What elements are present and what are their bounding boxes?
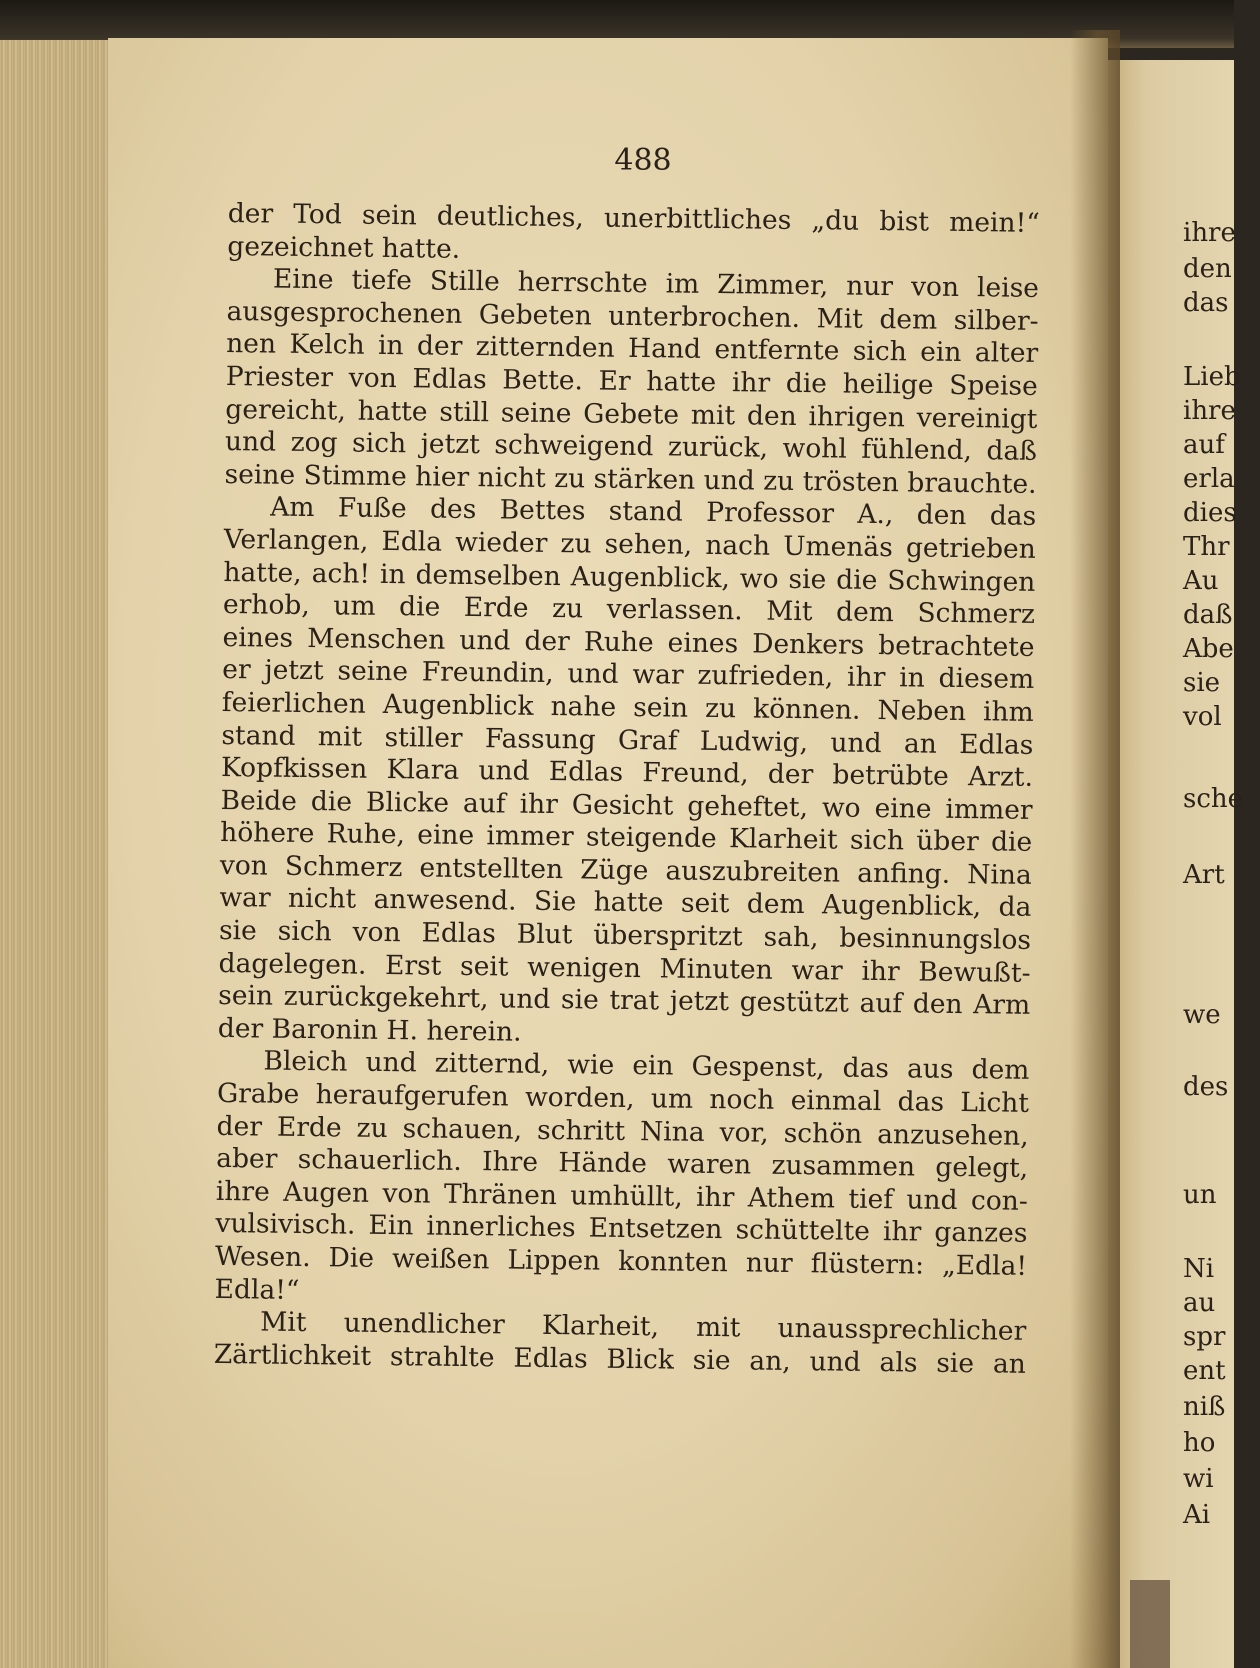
facing-fragment: daß [1183, 600, 1233, 630]
facing-fragment: we [1183, 1000, 1221, 1030]
text-line: dagelegen. Erst seit wenigen Minuten war ihr Bewußt- [218, 947, 1031, 989]
facing-fragment: Abe [1183, 634, 1234, 664]
text-line: ausgesprochenen Gebeten unterbrochen. Mit dem silber- [226, 295, 1039, 337]
facing-fragment: ent [1183, 1356, 1226, 1386]
facing-fragment: au [1183, 1288, 1216, 1318]
text-line: gezeichnet hatte. [227, 230, 461, 265]
text-line: Kopfkissen Klara und Edlas Freund, der betrübte Arzt. [220, 752, 1034, 793]
text-line: sein zurückgekehrt, und sie trat jetzt gestützt auf den Arm [218, 980, 1031, 1022]
text-line: seine Stimme hier nicht zu stärken und zu trösten brauchte. [224, 458, 1037, 500]
text-line: aber schauerlich. Ihre Hände waren zusammen gelegt, [216, 1143, 1029, 1185]
facing-fragment: Lieb [1183, 362, 1241, 392]
facing-fragment: sie [1183, 668, 1221, 698]
text-line: Eine tiefe Stille herrschte im Zimmer, nur von leise [272, 263, 1040, 305]
text-line: er jetzt seine Freundin, und war zufrieden, ihr in diesem [222, 654, 1035, 696]
facing-fragment: Thr [1183, 532, 1230, 562]
text-line: sie sich von Edlas Blut überspritzt sah, besinnungslos [218, 915, 1032, 956]
text-line: von Schmerz entstellten Züge auszubreiten anfing. Nina [219, 849, 1032, 891]
facing-fragment: un [1183, 1180, 1217, 1210]
facing-fragment: spr [1183, 1322, 1226, 1352]
text-line: hatte, ach! in demselben Augenblick, wo sie die Schwingen [223, 556, 1036, 598]
facing-fragment: vol [1183, 702, 1222, 732]
text-line: Bleich und zitternd, wie ein Gespenst, das aus dem [263, 1045, 1030, 1087]
text-line: Am Fuße des Bettes stand Professor A., den das [270, 491, 1037, 533]
facing-fragment: Ni [1183, 1254, 1215, 1284]
text-line: erhob, um die Erde zu verlassen. Mit dem Schmerz [222, 589, 1036, 631]
facing-fragment: erla [1183, 464, 1235, 494]
text-line: ihre Augen von Thränen umhüllt, ihr Athem tief und con- [215, 1175, 1028, 1217]
text-line: stand mit stiller Fassung Graf Ludwig, und an Edlas [221, 719, 1034, 761]
text-line: vulsivisch. Ein innerliches Entsetzen schüttelte ihr ganzes [215, 1208, 1028, 1250]
facing-fragment: wi [1183, 1464, 1214, 1494]
text-line: Beide die Blicke auf ihr Gesicht geheftet, wo eine immer [220, 784, 1033, 826]
bookmark-ribbon [1130, 1580, 1170, 1668]
facing-fragment: den [1183, 254, 1232, 284]
text-line: der Baronin H. herein. [217, 1012, 522, 1048]
page-text [214, 198, 1040, 1381]
facing-fragment: Ai [1183, 1500, 1211, 1530]
text-line: Grabe heraufgerufen worden, um noch einmal das Licht [216, 1077, 1030, 1119]
page-number: 488 [614, 143, 672, 178]
text-line: der Erde zu schauen, schritt Nina vor, schön anzusehen, [216, 1110, 1029, 1152]
page-edge-stack [0, 40, 114, 1668]
facing-fragment: das [1183, 288, 1229, 318]
text-line: Edla!“ [214, 1273, 300, 1306]
facing-fragment: ihre [1183, 218, 1236, 248]
facing-fragment: ho [1183, 1428, 1216, 1458]
facing-fragment: ihre [1183, 396, 1236, 426]
text-line: Verlangen, Edla wieder zu sehen, nach Umenäs getrieben [223, 523, 1036, 565]
book-gutter [1070, 30, 1120, 1668]
facing-fragment: dies [1183, 498, 1237, 528]
text-line: Zärtlichkeit strahlte Edlas Blick sie an, und als sie an [213, 1338, 1027, 1380]
facing-fragment: auf [1183, 430, 1225, 460]
text-line: Wesen. Die weißen Lippen konnten nur flüstern: „Edla! [214, 1240, 1028, 1282]
text-line: gereicht, hatte still seine Gebete mit den ihrigen vereinigt [225, 393, 1038, 435]
text-line: nen Kelch in der zitternden Hand entfernte sich ein alter [226, 328, 1039, 370]
text-line: Priester von Edlas Bette. Er hatte ihr die heilige Speise [225, 360, 1038, 402]
text-line: eines Menschen und der Ruhe eines Denkers betrachtete [222, 621, 1035, 663]
facing-fragment: niß [1183, 1392, 1226, 1422]
facing-fragment: Art [1183, 860, 1225, 890]
text-line: und zog sich jetzt schweigend zurück, wohl fühlend, daß [224, 426, 1038, 468]
facing-fragment: des [1183, 1072, 1229, 1102]
facing-fragment: Au [1183, 566, 1219, 596]
text-line: war nicht anwesend. Sie hatte seit dem Augenblick, da [219, 882, 1032, 924]
text-line: der Tod sein deutliches, unerbittliches „du bist mein!“ [227, 198, 1040, 239]
text-line: Mit unendlicher Klarheit, mit unaussprechlicher [260, 1306, 1027, 1348]
facing-fragment: sche [1183, 784, 1244, 814]
text-line: feierlichen Augenblick nahe sein zu können. Neben ihm [221, 686, 1034, 728]
text-line: höhere Ruhe, eine immer steigende Klarheit sich über die [220, 817, 1033, 859]
